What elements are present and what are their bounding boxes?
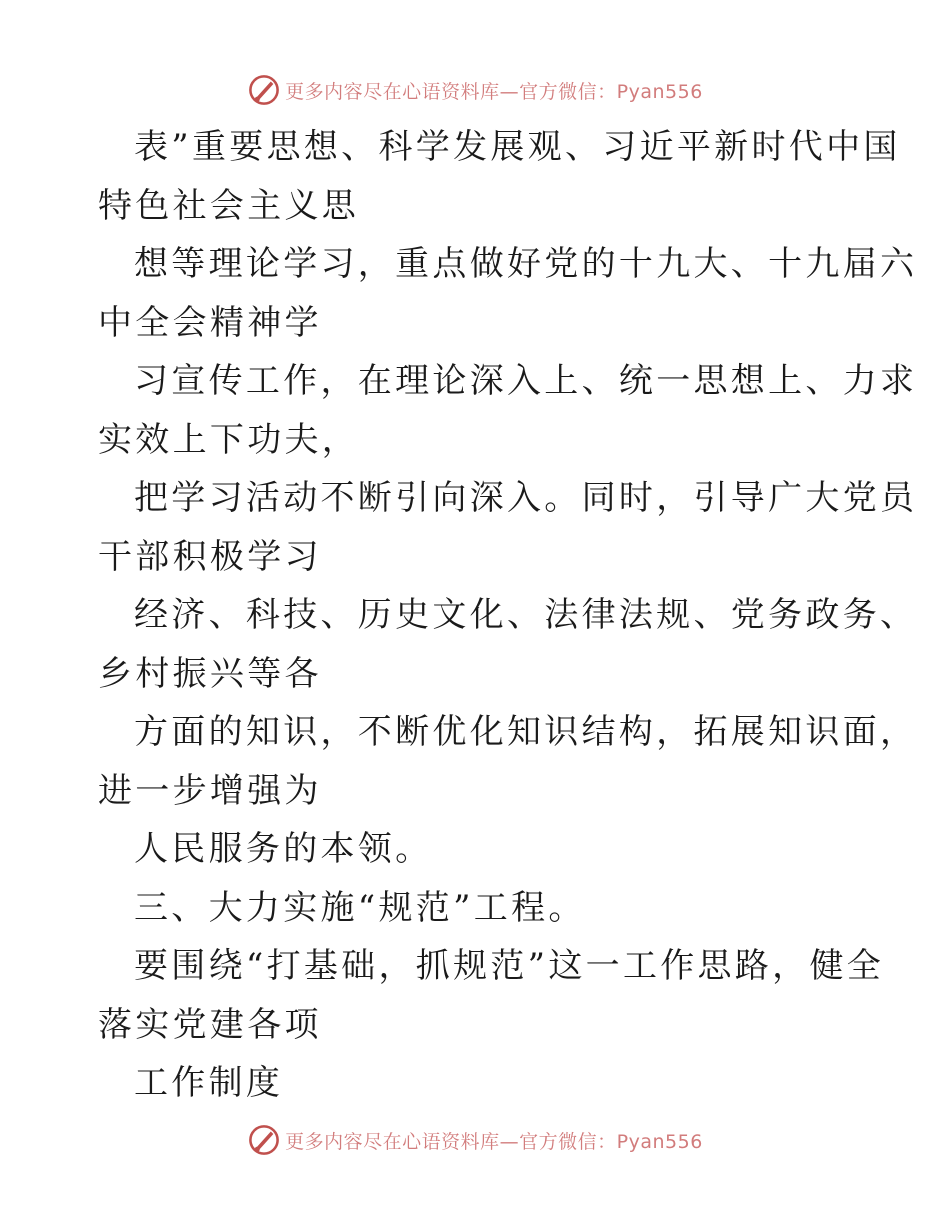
text-line: 进一步增强为: [98, 770, 322, 811]
paragraph: [98, 469, 918, 586]
text-line: 把学习活动不断引向深入。同时，引导广大党员: [134, 478, 918, 518]
text-line: 人民服务的本领。: [134, 829, 433, 869]
text-line: 干部积极学习: [98, 536, 322, 577]
section-heading: [98, 879, 858, 938]
paragraph: [98, 352, 918, 469]
text-line: 工作制度: [134, 1063, 284, 1103]
text-line: 方面的知识，不断优化知识结构，拓展知识面，: [134, 712, 918, 752]
text-line: 要围绕“打基础，抓规范”这一工作思路，健全: [134, 946, 885, 986]
text-line: 表”重要思想、科学发展观、习近平新时代中国: [134, 127, 901, 167]
text-line: 习宣传工作，在理论深入上、统一思想上、力求: [134, 361, 918, 401]
text-line: 落实党建各项: [98, 1004, 322, 1045]
paragraph: [98, 703, 918, 820]
paragraph: [98, 937, 885, 1054]
text-line: 想等理论学习，重点做好党的十九大、十九届六: [134, 244, 918, 284]
text-line: 三、大力实施“规范”工程。: [134, 887, 586, 928]
paragraph: [98, 235, 918, 352]
text-line: 经济、科技、历史文化、法律法规、党务政务、: [134, 595, 918, 635]
document-body: [98, 118, 918, 1113]
footer-watermark: [0, 1120, 950, 1160]
text-line: 特色社会主义思: [98, 185, 360, 226]
header-watermark: [0, 70, 950, 110]
paragraph: [98, 586, 918, 703]
paragraph: [98, 820, 858, 879]
watermark-text: 更多内容尽在心语资料库—官方微信：Pyan556: [285, 80, 703, 103]
paragraph: [98, 1054, 858, 1113]
text-line: 乡村振兴等各: [98, 653, 322, 694]
text-line: 中全会精神学: [98, 302, 322, 343]
pen-logo-icon: [247, 73, 281, 107]
watermark-text: 更多内容尽在心语资料库—官方微信：Pyan556: [285, 1130, 703, 1153]
paragraph: [98, 118, 901, 235]
pen-logo-icon: [247, 1123, 281, 1157]
text-line: 实效上下功夫，: [98, 419, 360, 460]
